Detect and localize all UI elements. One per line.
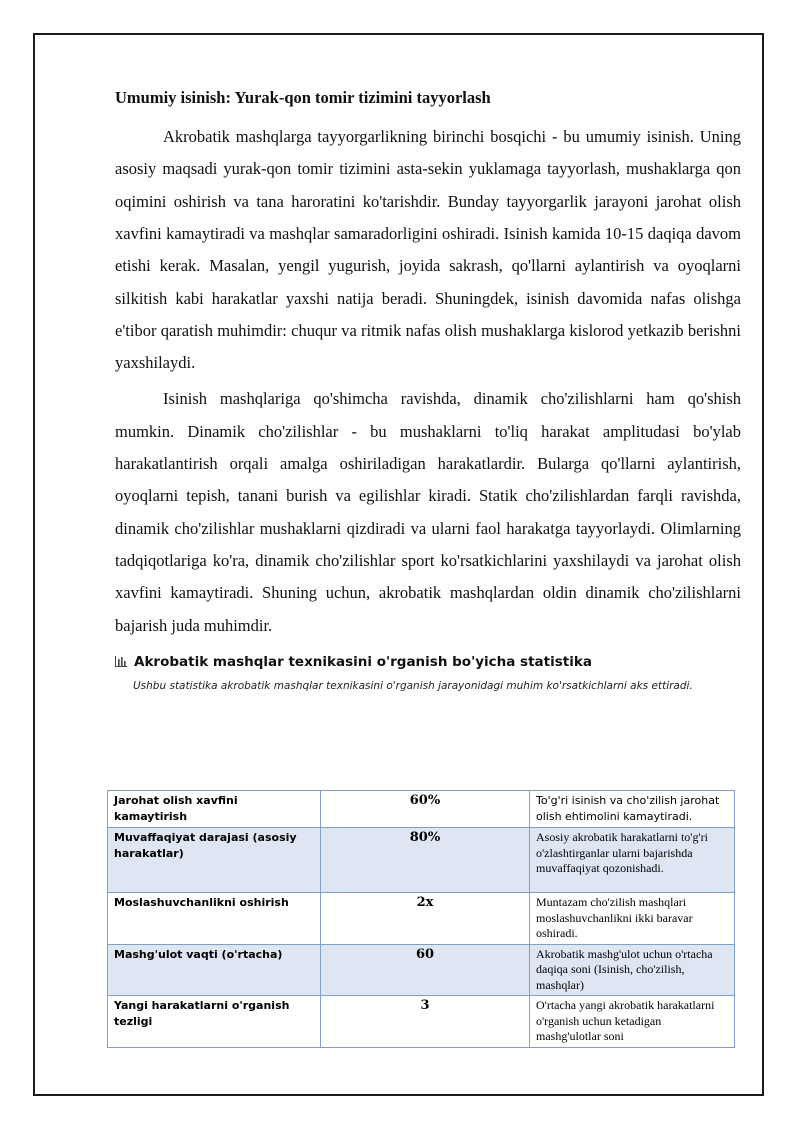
table-row xyxy=(108,791,735,828)
bar-chart-icon xyxy=(115,655,128,668)
table-row xyxy=(108,893,735,945)
statistics-table xyxy=(107,790,735,1048)
stat-note: O'rtacha yangi akrobatik harakatlarni o'rganish uchun ketadigan mashg'ulotlar soni xyxy=(530,996,735,1048)
stat-value: 2x xyxy=(321,893,530,945)
statistics-caption: Ushbu statistika akrobatik mashqlar texnikasini o'rganish jarayonidagi muhim ko'rsatkichlarni aks ettiradi. xyxy=(133,679,693,692)
table-row xyxy=(108,944,735,996)
stat-value: 60% xyxy=(321,791,530,828)
document-body xyxy=(115,86,741,698)
table-row xyxy=(108,996,735,1048)
stat-value: 80% xyxy=(321,828,530,893)
stat-label: Moslashuvchanlikni oshirish xyxy=(108,893,321,945)
stat-label: Mashg'ulot vaqti (o'rtacha) xyxy=(108,944,321,996)
stat-label: Jarohat olish xavfini kamaytirish xyxy=(108,791,321,828)
statistics-title-text: Akrobatik mashqlar texnikasini o'rganish bo'yicha statistika xyxy=(134,653,592,670)
stat-note: Asosiy akrobatik harakatlarni to'g'ri o'zlashtirganlar ularni bajarishda muvaffaqiyat qozonishadi. xyxy=(530,828,735,893)
stat-label: Muvaffaqiyat darajasi (asosiy harakatlar) xyxy=(108,828,321,893)
statistics-title xyxy=(115,654,741,670)
paragraph-warmup: Akrobatik mashqlarga tayyorgarlikning birinchi bosqichi - bu umumiy isinish. Uning asosiy maqsadi yurak-qon tomir tizimini asta-sekin yuklamaga tayyorlash, mushaklarga qon oqimini oshirish va tana haroratini ko'tarishdir. Bunday tayyorgarlik jarayoni jarohat olish xavfini kamaytiradi va mashqlar samaradorligini oshiradi. Isinish kamida 10-15 daqiqa davom etishi kerak. Masalan, yengil yugurish, joyida sakrash, qo'llarni aylantirish va oyoqlarni silkitish kabi harakatlar yaxshi natija beradi. Shuningdek, isinish davomida nafas olishga e'tibor qaratish muhimdir: chuqur va ritmik nafas olish mushaklarga kislorod yetkazib berishni yaxshilaydi. xyxy=(115,127,741,373)
stat-note: Akrobatik mashg'ulot uchun o'rtacha daqiqa soni (Isinish, cho'zilish, mashqlar) xyxy=(530,944,735,996)
section-heading: Umumiy isinish: Yurak-qon tomir tizimini tayyorlash xyxy=(115,88,491,107)
stat-label: Yangi harakatlarni o'rganish tezligi xyxy=(108,996,321,1048)
paragraph-dynamic-stretching: Isinish mashqlariga qo'shimcha ravishda, dinamik cho'zilishlarni ham qo'shish mumkin. Dinamik cho'zilishlar - bu mushaklarni to'liq harakat amplitudasi bo'ylab harakatlantirish orqali amalga oshiriladigan harakatlardir. Bularga qo'llarni aylantirish, oyoqlarni tepish, tanani burish va egilishlar kiradi. Statik cho'zilishlardan farqli ravishda, dinamik cho'zilishlar mushaklarni qizdiradi va ularni faol harakatga tayyorlaydi. Olimlarning tadqiqotlariga ko'ra, dinamik cho'zilishlar sport ko'rsatkichlarini yaxshilaydi va jarohat olish xavfini kamaytiradi. Shuning uchun, akrobatik mashqlardan oldin dinamik cho'zilishlarni bajarish juda muhimdir. xyxy=(115,389,741,635)
table-row xyxy=(108,828,735,893)
stat-note: To'g'ri isinish va cho'zilish jarohat olish ehtimolini kamaytiradi. xyxy=(530,791,735,828)
stat-note: Muntazam cho'zilish mashqlari moslashuvchanlikni ikki baravar oshiradi. xyxy=(530,893,735,945)
stat-value: 60 xyxy=(321,944,530,996)
stat-value: 3 xyxy=(321,996,530,1048)
